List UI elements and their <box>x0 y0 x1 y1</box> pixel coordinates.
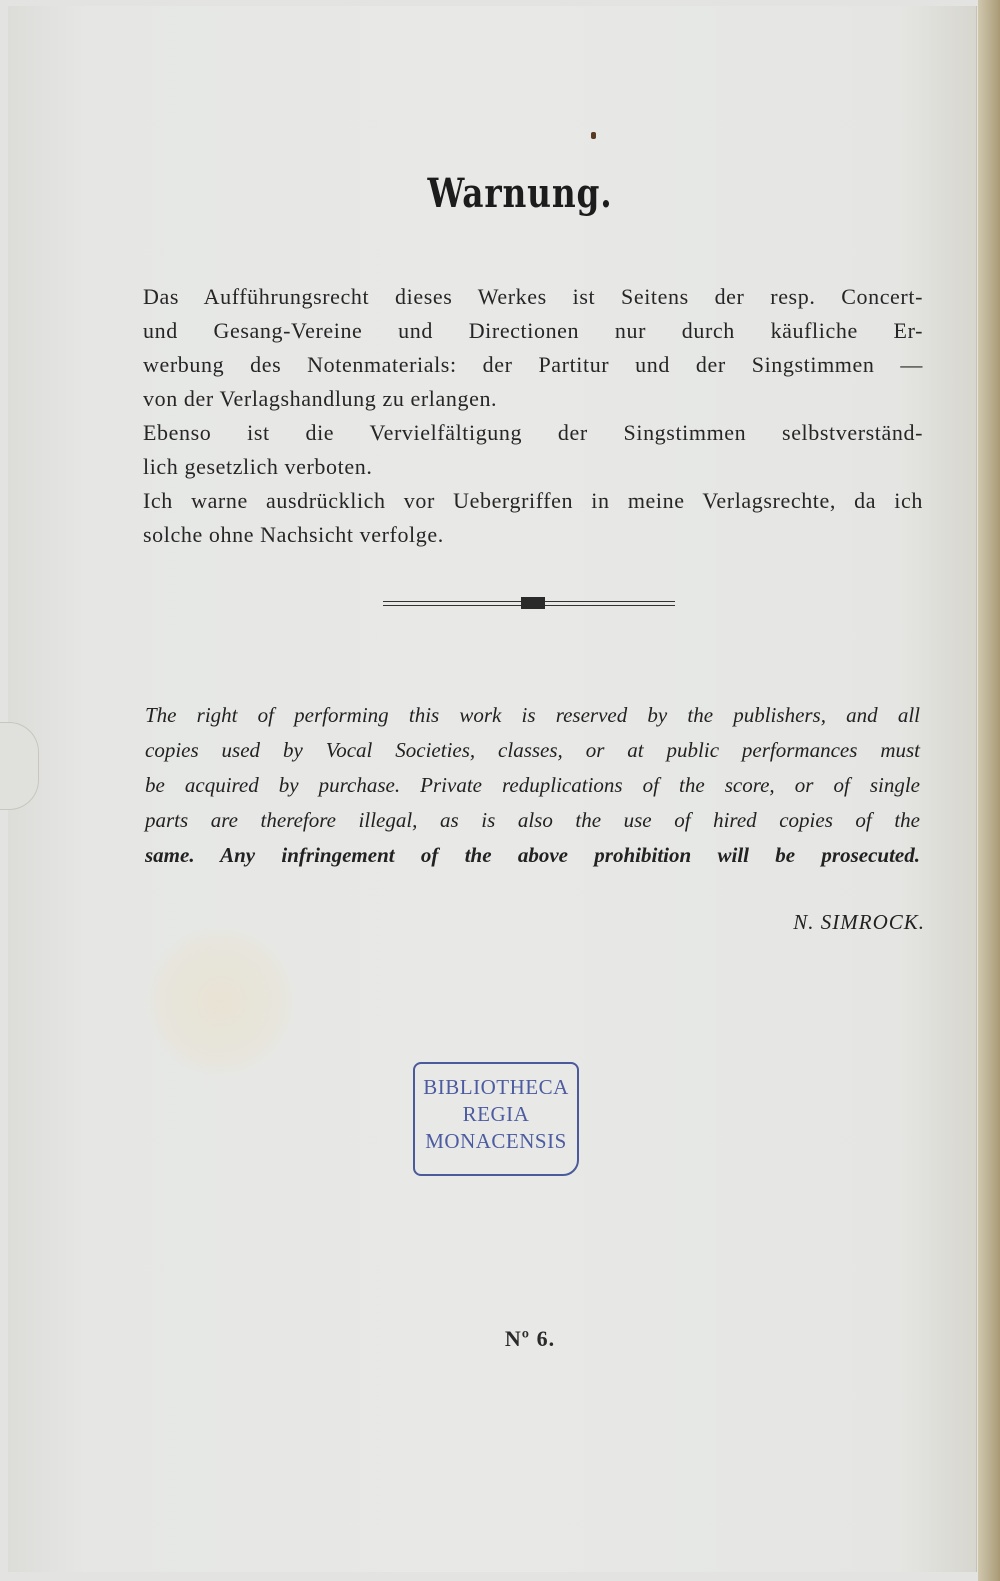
german-line: von der Verlagshandlung zu erlangen. <box>143 386 498 411</box>
ink-dot <box>591 132 596 139</box>
english-line: copies used by Vocal Societies, classes, or at public performances must <box>145 738 920 762</box>
german-line: und Gesang-Vereine und Directionen nur durch käufliche Er- <box>143 318 923 343</box>
stamp-line: BIBLIOTHECA <box>423 1075 569 1099</box>
edition-number: Nº 6. <box>504 1326 556 1351</box>
german-notice <box>143 280 923 552</box>
english-line: parts are therefore illegal, as is also the use of hired copies of the <box>145 808 920 832</box>
page-title: Warnung. <box>427 170 613 217</box>
german-line: solche ohne Nachsicht verfolge. <box>143 522 444 547</box>
publisher-signature: N. SIMROCK. <box>793 910 925 934</box>
english-line: The right of performing this work is reserved by the publishers, and all <box>145 703 920 727</box>
german-line: werbung des Notenmaterials: der Partitur und der Singstimmen — <box>143 352 923 377</box>
stamp-line: MONACENSIS <box>425 1129 567 1153</box>
english-line: same. Any infringement of the above prohibition will be prosecuted. <box>145 843 920 867</box>
english-line: be acquired by purchase. Private reduplications of the score, or of single <box>145 773 920 797</box>
library-stamp <box>413 1062 579 1176</box>
english-notice <box>145 698 920 873</box>
german-line: lich gesetzlich verboten. <box>143 454 373 479</box>
german-line: Ich warne ausdrücklich vor Uebergriffen in meine Verlagsrechte, da ich <box>143 488 923 513</box>
page-tab <box>0 722 39 810</box>
german-line: Ebenso ist die Vervielfältigung der Singstimmen selbstverständ- <box>143 420 923 445</box>
stamp-line: REGIA <box>462 1102 530 1126</box>
ornamental-divider <box>383 596 675 610</box>
paper-stain <box>146 926 296 1076</box>
german-line: Das Aufführungsrecht dieses Werkes ist Seitens der resp. Concert- <box>143 284 923 309</box>
